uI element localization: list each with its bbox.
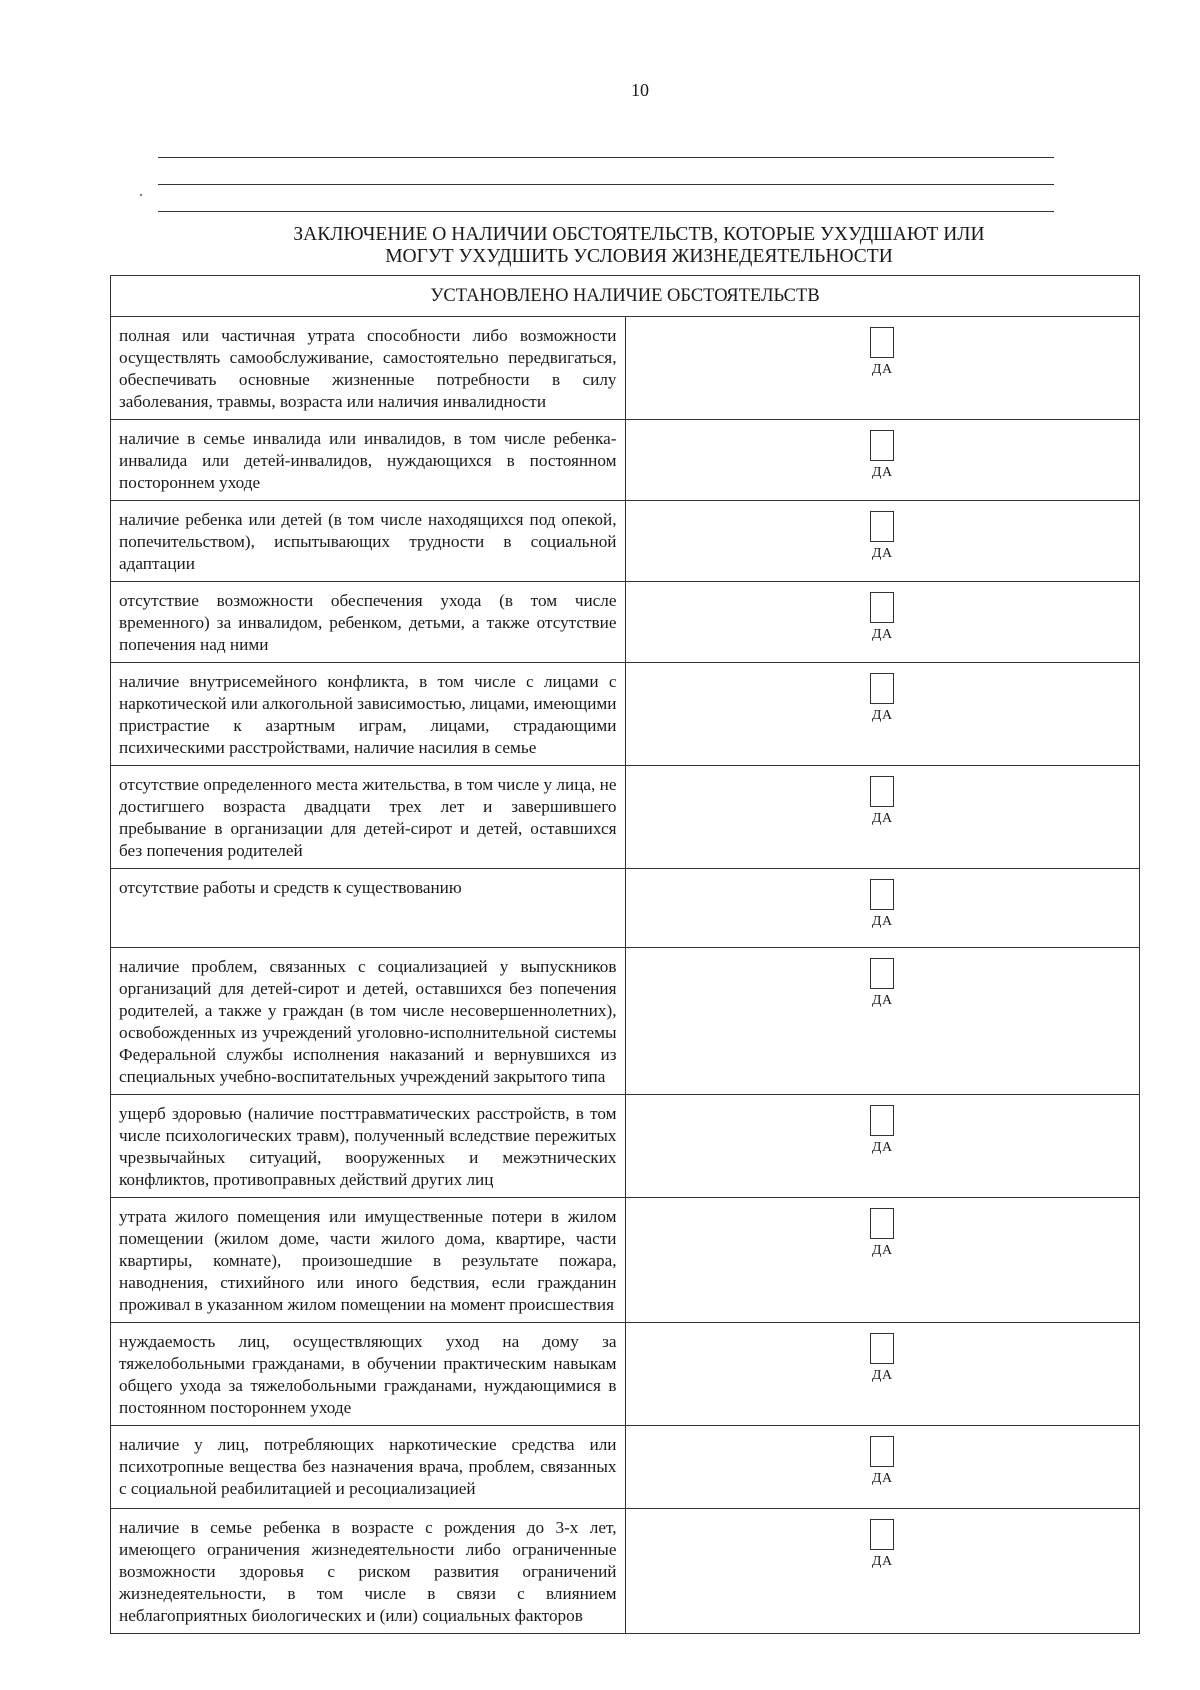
title-line-2: МОГУТ УХУДШИТЬ УСЛОВИЯ ЖИЗНЕДЕЯТЕЛЬНОСТИ — [385, 246, 893, 267]
yes-label: ДА — [871, 362, 893, 377]
condition-text: нуждаемость лиц, осуществляющих уход на дому за тяжелобольными гражданами, в обучении практическим навыкам общего ухода за тяжелобольными гражданами, нуждающимися в постоянном постороннем уходе — [111, 1323, 626, 1426]
table-row — [111, 1323, 1140, 1426]
condition-check-cell — [625, 1509, 1140, 1634]
condition-text: наличие в семье ребенка в возрасте с рождения до 3-х лет, имеющего ограничения жизнедеятельности либо ограниченные возможности здоровья с риском развития ограничений жизнедеятельности, в том числе в связи с влиянием неблагоприятных биологических и (или) социальных факторов — [111, 1509, 626, 1634]
condition-text: отсутствие работы и средств к существованию — [111, 869, 626, 948]
condition-text: наличие ребенка или детей (в том числе находящихся под опекой, попечительством), испытывающих трудности в социальной адаптации — [111, 501, 626, 582]
yes-label: ДА — [871, 1554, 893, 1569]
yes-checkbox[interactable] — [870, 776, 894, 807]
stray-mark — [140, 194, 142, 196]
condition-text: отсутствие определенного места жительства, в том числе у лица, не достигшего возраста двадцати трех лет и завершившего пребывание в организации для детей-сирот и детей, оставшихся без попечения родителей — [111, 766, 626, 869]
yes-checkbox[interactable] — [870, 1208, 894, 1239]
condition-check-cell — [625, 501, 1140, 582]
condition-check-cell — [625, 948, 1140, 1095]
condition-check-cell — [625, 1426, 1140, 1509]
yes-checkbox[interactable] — [870, 1436, 894, 1467]
yes-label: ДА — [871, 1243, 893, 1258]
blank-line-3 — [158, 211, 1054, 212]
condition-text: полная или частичная утрата способности либо возможности осуществлять самообслуживание, самостоятельно передвигаться, обеспечивать основные жизненные потребности в силу заболевания, травмы, возраста или наличия инвалидности — [111, 317, 626, 420]
table-row — [111, 869, 1140, 948]
yes-checkbox[interactable] — [870, 511, 894, 542]
yes-label: ДА — [871, 1368, 893, 1383]
condition-text: наличие проблем, связанных с социализацией у выпускников организаций для детей-сирот и детей, оставшихся без попечения родителей, а также у граждан (в том числе несовершеннолетних), освобожденных из учреждений уголовно-исполнительной системы Федеральной службы исполнения наказаний и вернувшихся из специальных учебно-воспитательных учреждений закрытого типа — [111, 948, 626, 1095]
table-row — [111, 1198, 1140, 1323]
condition-check-cell — [625, 663, 1140, 766]
condition-check-cell — [625, 317, 1140, 420]
yes-checkbox[interactable] — [870, 327, 894, 358]
condition-text: наличие у лиц, потребляющих наркотические средства или психотропные вещества без назначения врача, проблем, связанных с социальной реабилитацией и ресоциализацией — [111, 1426, 626, 1509]
conditions-table — [110, 275, 1140, 1634]
condition-check-cell — [625, 869, 1140, 948]
yes-label: ДА — [871, 914, 893, 929]
blank-line-1 — [158, 157, 1054, 158]
table-row — [111, 1095, 1140, 1198]
condition-check-cell — [625, 766, 1140, 869]
title-line-1: ЗАКЛЮЧЕНИЕ О НАЛИЧИИ ОБСТОЯТЕЛЬСТВ, КОТОРЫЕ УХУДШАЮТ ИЛИ — [293, 224, 985, 245]
yes-checkbox[interactable] — [870, 1105, 894, 1136]
condition-check-cell — [625, 1323, 1140, 1426]
table-row — [111, 501, 1140, 582]
condition-text: ущерб здоровью (наличие посттравматических расстройств, в том числе психологических травм), полученный вследствие пережитых чрезвычайных ситуаций, вооруженных и межэтнических конфликтов, противоправных действий других лиц — [111, 1095, 626, 1198]
table-row — [111, 1426, 1140, 1509]
blank-line-2 — [158, 184, 1054, 185]
yes-label: ДА — [871, 1471, 893, 1486]
condition-check-cell — [625, 420, 1140, 501]
yes-checkbox[interactable] — [870, 430, 894, 461]
table-row — [111, 582, 1140, 663]
yes-checkbox[interactable] — [870, 1333, 894, 1364]
table-row — [111, 663, 1140, 766]
yes-label: ДА — [871, 627, 893, 642]
yes-label: ДА — [871, 1140, 893, 1155]
yes-checkbox[interactable] — [870, 1519, 894, 1550]
table-row — [111, 948, 1140, 1095]
conditions-body — [111, 317, 1140, 1634]
condition-text: наличие в семье инвалида или инвалидов, в том числе ребенка-инвалида или детей-инвалидов, нуждающихся в постоянном постороннем уходе — [111, 420, 626, 501]
table-header: УСТАНОВЛЕНО НАЛИЧИЕ ОБСТОЯТЕЛЬСТВ — [111, 276, 1140, 317]
condition-check-cell — [625, 1095, 1140, 1198]
yes-label: ДА — [871, 811, 893, 826]
yes-checkbox[interactable] — [870, 592, 894, 623]
condition-check-cell — [625, 1198, 1140, 1323]
yes-checkbox[interactable] — [870, 673, 894, 704]
table-row — [111, 1509, 1140, 1634]
yes-label: ДА — [871, 708, 893, 723]
table-row — [111, 420, 1140, 501]
yes-checkbox[interactable] — [870, 958, 894, 989]
condition-text: наличие внутрисемейного конфликта, в том числе с лицами с наркотической или алкогольной зависимостью, лицами, имеющими пристрастие к азартным играм, лицами, страдающими психическими расстройствами, наличие насилия в семье — [111, 663, 626, 766]
condition-text: отсутствие возможности обеспечения ухода (в том числе временного) за инвалидом, ребенком, детьми, а также отсутствие попечения над ними — [111, 582, 626, 663]
page-number: 10 — [631, 80, 649, 100]
document-title — [110, 224, 1168, 268]
table-row — [111, 317, 1140, 420]
condition-text: утрата жилого помещения или имущественные потери в жилом помещении (жилом доме, части жилого дома, квартире, части квартиры, комнате), произошедшие в результате пожара, наводнения, стихийного или иного бедствия, если гражданин проживал в указанном жилом помещении на момент происшествия — [111, 1198, 626, 1323]
yes-checkbox[interactable] — [870, 879, 894, 910]
table-header-row — [111, 276, 1140, 317]
condition-check-cell — [625, 582, 1140, 663]
yes-label: ДА — [871, 465, 893, 480]
yes-label: ДА — [871, 546, 893, 561]
yes-label: ДА — [871, 993, 893, 1008]
table-row — [111, 766, 1140, 869]
